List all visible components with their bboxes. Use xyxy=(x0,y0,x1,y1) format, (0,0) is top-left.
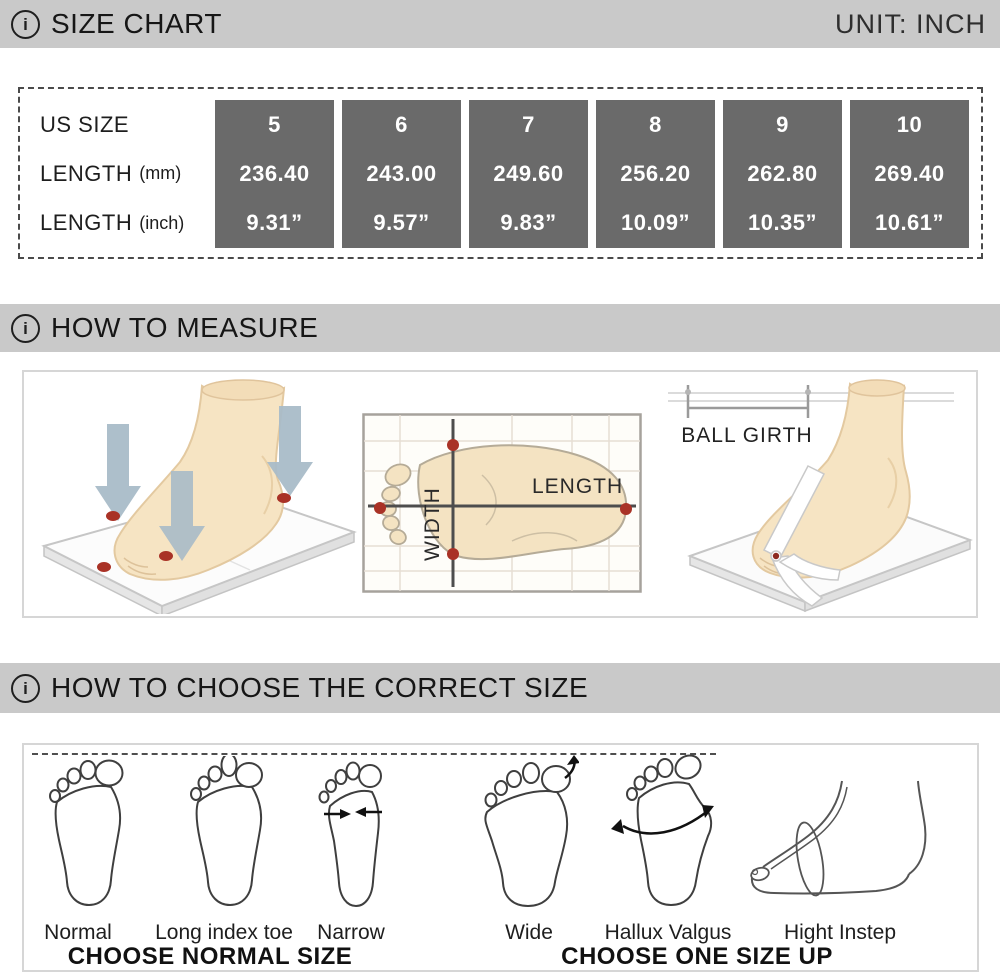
size-column-8 xyxy=(596,100,715,248)
choose-title: HOW TO CHOOSE THE CORRECT SIZE xyxy=(51,672,589,703)
length-mm-value: 249.60 xyxy=(493,160,564,186)
length-inch-value: 10.09” xyxy=(620,210,691,236)
marker-dot xyxy=(159,551,173,561)
foot-high-instep-illustration xyxy=(746,779,941,907)
size-column-5 xyxy=(215,100,334,248)
length-mm-value: 236.40 xyxy=(239,160,310,186)
length-inch-value: 10.35” xyxy=(747,210,818,236)
caption-choose-normal-size: CHOOSE NORMAL SIZE xyxy=(67,943,353,970)
size-column-9 xyxy=(723,100,842,248)
info-icon-glyph: i xyxy=(23,14,28,34)
us-size-value: 9 xyxy=(776,111,789,137)
choose-illustrations-box xyxy=(22,743,979,972)
measure-illustrations-box xyxy=(22,370,978,618)
us-size-value: 5 xyxy=(268,111,281,137)
length-mm-value: 256.20 xyxy=(620,160,691,186)
length-inch-value: 9.57” xyxy=(373,210,430,236)
how-to-measure-band xyxy=(0,304,1000,352)
us-size-value: 8 xyxy=(649,111,662,137)
foot-label-hallux-valgus: Hallux Valgus xyxy=(604,921,732,944)
info-icon-glyph: i xyxy=(23,678,28,698)
us-size-value: 10 xyxy=(896,111,923,137)
row-label-text: US SIZE xyxy=(40,111,130,137)
ball-girth-label: BALL GIRTH xyxy=(681,424,813,447)
foot-hallux-valgus-illustration xyxy=(609,754,719,908)
foot-wide-illustration xyxy=(479,754,579,908)
length-mm-value: 269.40 xyxy=(874,160,945,186)
size-table-inner xyxy=(20,89,981,257)
foot-label-narrow: Narrow xyxy=(317,921,385,944)
foot-label-normal: Normal xyxy=(44,921,112,944)
marker-dot xyxy=(773,553,779,559)
length-mm-value: 262.80 xyxy=(747,160,818,186)
size-column-6 xyxy=(342,100,461,248)
width-label: WIDTH xyxy=(421,487,444,561)
row-label-suffix: (inch) xyxy=(139,212,185,233)
press-arrow-left xyxy=(95,424,141,521)
row-label-text: LENGTH xyxy=(40,210,133,236)
row-label-suffix: (mm) xyxy=(139,163,182,184)
info-icon xyxy=(11,674,40,703)
us-size-value: 7 xyxy=(522,111,535,137)
foot-label-hight-instep: Hight Instep xyxy=(783,921,897,944)
marker-dot xyxy=(106,511,120,521)
foot-label-wide: Wide xyxy=(505,921,553,944)
page-title: SIZE CHART xyxy=(51,8,222,39)
size-column-10 xyxy=(850,100,969,248)
marker-dot xyxy=(447,439,459,451)
size-table-labels xyxy=(20,100,215,248)
info-icon xyxy=(11,10,40,39)
row-label-text: LENGTH xyxy=(40,160,133,186)
how-to-choose-band xyxy=(0,663,1000,713)
length-mm-value: 243.00 xyxy=(366,160,437,186)
row-label-us-size xyxy=(40,100,215,149)
foot-press-illustration xyxy=(32,374,362,614)
foot-long-index-toe-illustration xyxy=(186,756,270,908)
foot-normal-illustration xyxy=(45,756,129,908)
measure-title: HOW TO MEASURE xyxy=(51,312,319,343)
row-label-length-mm xyxy=(40,149,215,198)
marker-dot xyxy=(447,548,459,560)
caption-choose-one-size-up: CHOOSE ONE SIZE UP xyxy=(561,943,833,970)
foot-narrow-illustration xyxy=(318,756,390,908)
foot-label-long-index-toe: Long index toe xyxy=(155,921,293,944)
size-table xyxy=(18,87,983,259)
ball-girth-illustration xyxy=(660,378,978,614)
unit-label: UNIT: INCH xyxy=(835,8,986,39)
marker-dot xyxy=(374,502,386,514)
info-icon xyxy=(11,314,40,343)
foot-grid-illustration xyxy=(362,413,642,593)
length-inch-value: 9.31” xyxy=(246,210,303,236)
marker-dot xyxy=(277,493,291,503)
row-label-length-inch xyxy=(40,199,215,248)
length-label: LENGTH xyxy=(532,475,624,498)
size-table-columns xyxy=(215,100,969,248)
length-inch-value: 9.83” xyxy=(500,210,557,236)
marker-dot xyxy=(620,503,632,515)
size-column-7 xyxy=(469,100,588,248)
size-chart-band xyxy=(0,0,1000,48)
length-inch-value: 10.61” xyxy=(874,210,945,236)
info-icon-glyph: i xyxy=(23,318,28,338)
us-size-value: 6 xyxy=(395,111,408,137)
marker-dot xyxy=(97,562,111,572)
